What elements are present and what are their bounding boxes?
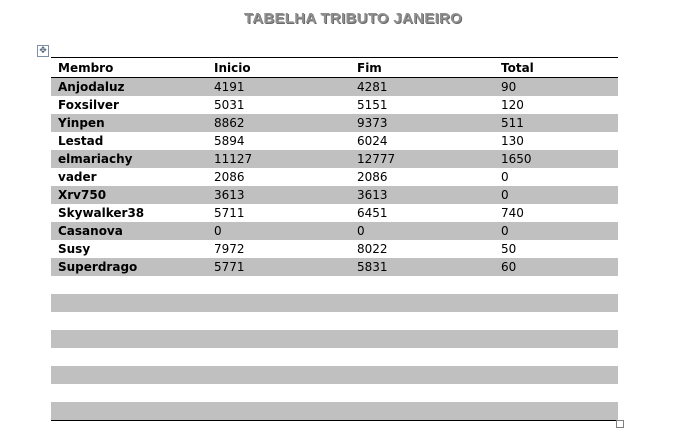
cell-inicio[interactable] <box>207 402 350 420</box>
cell-inicio[interactable]: 5894 <box>214 134 245 148</box>
cell-membro[interactable] <box>51 402 207 420</box>
cell-total[interactable]: 0 <box>494 186 618 204</box>
table-body <box>51 78 618 421</box>
tribute-table <box>51 58 618 420</box>
cell-inicio[interactable] <box>207 366 350 384</box>
table-row <box>51 402 618 420</box>
table-row <box>51 240 618 258</box>
cell-total[interactable]: 511 <box>494 114 618 132</box>
cell-fim[interactable]: 6451 <box>357 206 388 220</box>
cell-fim[interactable]: 0 <box>350 222 494 240</box>
cell-fim[interactable] <box>350 330 494 348</box>
cell-membro[interactable]: Yinpen <box>51 114 207 132</box>
cell-inicio[interactable]: 0 <box>207 222 350 240</box>
cell-total[interactable]: 50 <box>501 242 517 256</box>
cell-membro[interactable] <box>51 384 207 402</box>
cell-inicio[interactable]: 4191 <box>207 78 350 97</box>
cell-total[interactable] <box>494 294 618 312</box>
cell-fim[interactable]: 5831 <box>350 258 494 276</box>
cell-inicio[interactable] <box>207 330 350 348</box>
table-row <box>51 204 618 222</box>
cell-fim[interactable]: 8022 <box>357 242 388 256</box>
cell-membro[interactable] <box>51 366 207 384</box>
table-row <box>51 276 618 294</box>
cell-inicio[interactable] <box>207 276 350 294</box>
cell-membro[interactable]: Casanova <box>51 222 207 240</box>
cell-total[interactable] <box>494 366 618 384</box>
cell-total[interactable]: 60 <box>494 258 618 276</box>
cell-membro[interactable]: Susy <box>58 242 91 256</box>
tribute-table-container <box>51 57 618 421</box>
document-title: TABELHA TRIBUTO JANEIRO <box>243 10 463 27</box>
cell-inicio[interactable]: 5711 <box>214 206 245 220</box>
cell-membro[interactable]: Xrv750 <box>51 186 207 204</box>
header-membro: Membro <box>51 58 207 78</box>
cell-total[interactable] <box>494 348 618 366</box>
table-header-row <box>51 58 618 78</box>
cell-inicio[interactable] <box>207 384 350 402</box>
cell-fim[interactable]: 9373 <box>350 114 494 132</box>
cell-membro[interactable]: Skywalker38 <box>58 206 145 220</box>
cell-membro[interactable]: elmariachy <box>51 150 207 168</box>
cell-fim[interactable]: 3613 <box>350 186 494 204</box>
table-row <box>51 348 618 366</box>
table-row <box>51 384 618 402</box>
cell-total[interactable] <box>494 330 618 348</box>
cell-total[interactable]: 0 <box>501 170 509 184</box>
cell-membro[interactable] <box>51 330 207 348</box>
table-row <box>51 366 618 384</box>
cell-inicio[interactable] <box>207 312 350 330</box>
cell-membro[interactable] <box>51 312 207 330</box>
cell-fim[interactable] <box>350 312 494 330</box>
cell-fim[interactable] <box>350 402 494 420</box>
cell-fim[interactable] <box>350 384 494 402</box>
table-resize-handle-icon[interactable] <box>616 420 624 428</box>
table-row <box>51 96 618 114</box>
cell-total[interactable]: 120 <box>501 98 524 112</box>
cell-fim[interactable] <box>350 276 494 294</box>
cell-total[interactable] <box>494 384 618 402</box>
table-row <box>51 330 618 348</box>
cell-membro[interactable] <box>51 294 207 312</box>
cell-inicio[interactable]: 2086 <box>214 170 245 184</box>
table-row <box>51 186 618 204</box>
cell-membro[interactable] <box>51 276 207 294</box>
cell-membro[interactable]: Superdrago <box>51 258 207 276</box>
cell-total[interactable]: 1650 <box>494 150 618 168</box>
header-total: Total <box>494 58 618 78</box>
cell-inicio[interactable]: 8862 <box>207 114 350 132</box>
cell-inicio[interactable]: 3613 <box>207 186 350 204</box>
table-row <box>51 132 618 150</box>
cell-fim[interactable]: 6024 <box>357 134 388 148</box>
cell-fim[interactable] <box>350 294 494 312</box>
cell-total[interactable]: 740 <box>501 206 524 220</box>
cell-total[interactable]: 0 <box>494 222 618 240</box>
cell-fim[interactable]: 5151 <box>357 98 388 112</box>
table-row <box>51 150 618 168</box>
table-row <box>51 258 618 276</box>
cell-fim[interactable]: 12777 <box>350 150 494 168</box>
cell-inicio[interactable] <box>207 348 350 366</box>
cell-fim[interactable] <box>350 348 494 366</box>
cell-membro[interactable]: Foxsilver <box>58 98 119 112</box>
cell-membro[interactable] <box>51 348 207 366</box>
cell-fim[interactable]: 4281 <box>350 78 494 97</box>
cell-inicio[interactable]: 5771 <box>207 258 350 276</box>
header-fim: Fim <box>350 58 494 78</box>
cell-membro[interactable]: Lestad <box>58 134 104 148</box>
cell-total[interactable] <box>494 276 618 294</box>
cell-total[interactable]: 90 <box>494 78 618 97</box>
cell-fim[interactable] <box>350 366 494 384</box>
table-row <box>51 114 618 132</box>
header-inicio: Inicio <box>207 58 350 78</box>
cell-inicio[interactable]: 7972 <box>214 242 245 256</box>
cell-inicio[interactable]: 11127 <box>207 150 350 168</box>
table-row <box>51 294 618 312</box>
cell-inicio[interactable]: 5031 <box>214 98 245 112</box>
table-row <box>51 312 618 330</box>
cell-total[interactable] <box>494 402 618 420</box>
cell-membro[interactable]: Anjodaluz <box>51 78 207 97</box>
cell-inicio[interactable] <box>207 294 350 312</box>
table-row <box>51 78 618 97</box>
cell-fim[interactable]: 2086 <box>357 170 388 184</box>
table-move-handle-icon[interactable]: ✥ <box>37 45 49 57</box>
cell-membro[interactable]: vader <box>58 170 97 184</box>
cell-total[interactable]: 130 <box>501 134 524 148</box>
table-row <box>51 222 618 240</box>
table-row <box>51 168 618 186</box>
cell-total[interactable] <box>494 312 618 330</box>
